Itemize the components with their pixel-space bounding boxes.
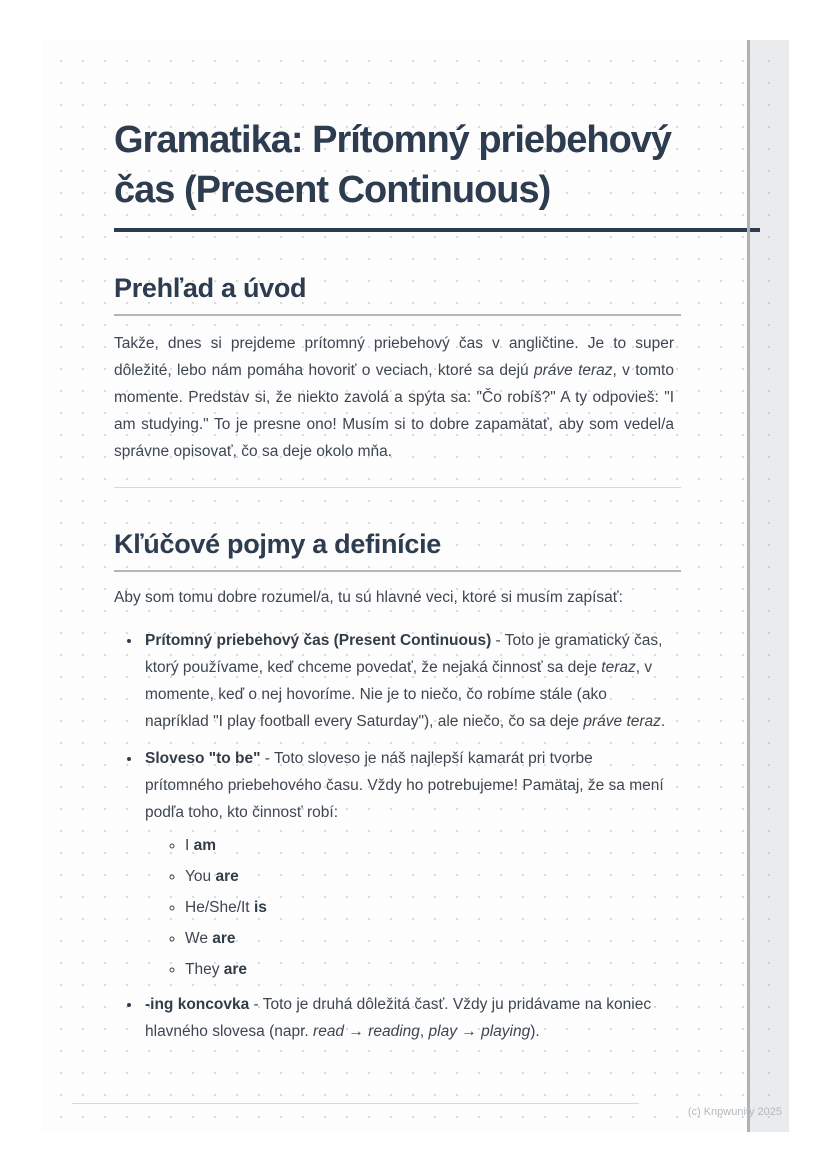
concepts-list bbox=[114, 627, 670, 1045]
overview-paragraph: Takže, dnes si prejdeme prítomný priebehový čas v angličtine. Je to super dôležité, lebo nám pomáha hovoriť o veciach, ktoré sa dejú práve teraz, v tomto momente. Predstav si, že niekto zavolá a spýta sa: "Čo robíš?" A ty odpovieš: "I am studying." To je presne ono! Musím si to dobre zapamätať, aby som vedel/a správne opisovať, čo sa deje okolo mňa. bbox=[114, 335, 674, 460]
to-be-forms-list bbox=[145, 834, 670, 981]
list-item-text: Prítomný priebehový čas (Present Continuous) - Toto je gramatický čas, ktorý používame, keď chceme povedať, že nejaká činnosť sa deje teraz, v momente, keď o nej hovoríme. Nie je to niečo, čo robíme stále (ako napríklad "I play football every Saturday"), ale niečo, čo sa deje práve teraz. bbox=[145, 632, 666, 730]
page-title: Gramatika: Prítomný priebehový čas (Present Continuous) bbox=[114, 119, 672, 211]
list-item-text: Sloveso "to be" - Toto sloveso je náš najlepší kamarát pri tvorbe prítomného priebehového času. Vždy ho potrebujeme! Pamätaj, že sa mení podľa toho, kto činnosť robí: bbox=[145, 750, 664, 821]
list-item-they-are: ◦ They are bbox=[185, 958, 670, 981]
list-item-he-she-it-is: ◦ He/She/It is bbox=[185, 896, 670, 919]
title-divider bbox=[114, 228, 760, 232]
section-heading-overview: Prehľad a úvod bbox=[114, 273, 307, 303]
list-item-to-be bbox=[142, 745, 670, 981]
list-item-we-are: ◦ We are bbox=[185, 927, 670, 950]
list-item-text: -ing koncovka - Toto je druhá dôležitá časť. Vždy ju pridávame na koniec hlavného slovesa (napr. read → reading, play → playing). bbox=[145, 996, 652, 1040]
section-heading-concepts: Kľúčové pojmy a definície bbox=[114, 529, 441, 559]
section-divider bbox=[114, 487, 681, 488]
list-item-you-are: ◦ You are bbox=[185, 865, 670, 888]
page-edge-divider bbox=[747, 40, 750, 1132]
copyright-notice: (c) Knpwunity 2025 bbox=[687, 1106, 782, 1118]
list-item-present-continuous bbox=[142, 627, 670, 735]
footer-divider bbox=[72, 1103, 639, 1104]
document-sheet bbox=[42, 40, 747, 1132]
concepts-intro: Aby som tomu dobre rozumel/a, tu sú hlavné veci, ktoré si musím zapísať: bbox=[114, 589, 623, 606]
overview-heading-underline bbox=[114, 314, 681, 316]
concepts-heading-underline bbox=[114, 570, 681, 572]
document-content bbox=[114, 80, 760, 1045]
list-item-ing-ending bbox=[142, 991, 670, 1045]
list-item-i-am: ◦ I am bbox=[185, 834, 670, 857]
